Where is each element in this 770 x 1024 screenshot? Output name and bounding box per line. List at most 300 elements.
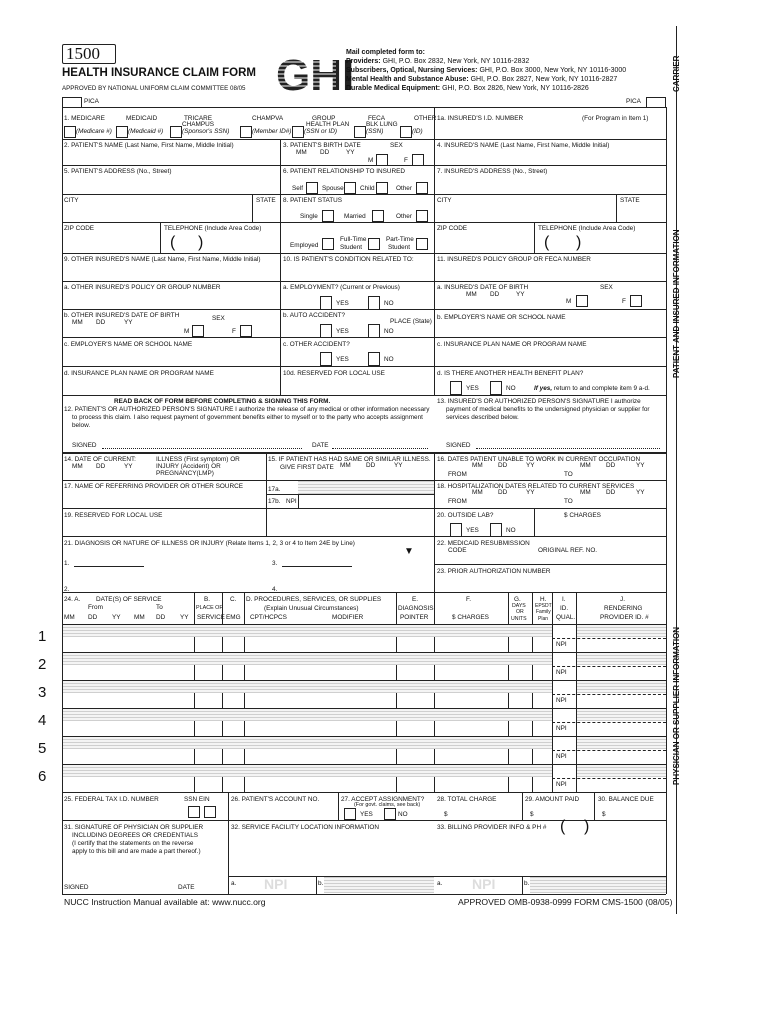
item-1-group: GROUP — [312, 115, 336, 122]
checkbox-10a-no[interactable] — [368, 296, 380, 310]
item-12-line-2: to process this claim. I also request payment of government benefits either to myself or to the party who accepts assignment — [72, 414, 423, 421]
item-27: 27. ACCEPT ASSIGNMENT? — [341, 796, 425, 803]
item-1-feca: FECA — [368, 115, 386, 122]
item-11d-no: NO — [506, 385, 516, 392]
col-24b-place: PLACE OF — [196, 605, 223, 611]
col-24a-dd-to: DD — [156, 614, 166, 621]
diagnosis-4: 4. — [272, 586, 278, 593]
item-33: 33. BILLING PROVIDER INFO & PH # — [437, 824, 547, 831]
insured-phone-open: ( — [544, 234, 550, 251]
item-8-other: Other — [396, 213, 412, 220]
item-16-yy-from: YY — [526, 462, 535, 469]
item-10d: 10d. RESERVED FOR LOCAL USE — [283, 370, 385, 377]
checkbox-10c-no[interactable] — [368, 352, 380, 366]
col-24d-modifier: MODIFIER — [332, 614, 364, 621]
item-9c: c. EMPLOYER'S NAME OR SCHOOL NAME — [64, 341, 193, 348]
item-20: 20. OUTSIDE LAB? — [437, 512, 494, 519]
item-11a-mm: MM — [466, 291, 477, 298]
service-line-shaded — [577, 625, 666, 637]
item-15-dd: DD — [366, 462, 376, 469]
patient-phone-open: ( — [170, 234, 176, 251]
checkbox-10b-no[interactable] — [368, 324, 380, 338]
col-24h-plan: Plan — [538, 616, 549, 622]
col-24a-yy-to: YY — [180, 614, 189, 621]
item-30: 30. BALANCE DUE — [598, 796, 654, 803]
service-line-npi: NPI — [556, 753, 567, 760]
item-1-champus: CHAMPUS — [182, 121, 214, 128]
checkbox-25-ein[interactable] — [204, 806, 216, 818]
item-32b-shaded — [324, 877, 434, 893]
service-line-number: 1 — [38, 628, 47, 645]
item-15-mm: MM — [340, 462, 351, 469]
col-24h-epsdt: EPSDT — [535, 603, 552, 609]
form-title: HEALTH INSURANCE CLAIM FORM — [62, 67, 256, 79]
item-10b: b. AUTO ACCIDENT? — [283, 312, 346, 319]
diagnosis-2: 2. — [64, 586, 70, 593]
item-15-first-date: GIVE FIRST DATE — [280, 464, 334, 471]
item-1-tricare: TRICARE — [184, 115, 213, 122]
col-24g: G. — [514, 596, 521, 603]
mail-line-1: Providers: GHI, P.O. Box 2832, New York, NY 10116-2832 — [346, 58, 530, 65]
item-23: 23. PRIOR AUTHORIZATION NUMBER — [437, 568, 551, 575]
col-24a-from: From — [88, 604, 103, 611]
col-24h: H. — [540, 596, 547, 603]
item-16: 16. DATES PATIENT UNABLE TO WORK IN CURRENT OCCUPATION — [437, 456, 641, 463]
item-12-line-1: 12. PATIENT'S OR AUTHORIZED PERSON'S SIGNATURE I authorize the release of any medical or other information necessary — [64, 406, 430, 413]
service-line-number: 2 — [38, 656, 47, 673]
item-14-illness: ILLNESS (First symptom) OR — [156, 456, 240, 463]
service-line-shaded — [63, 625, 552, 637]
item-1-ssn-or-id: (SSN or ID) — [304, 128, 338, 135]
col-24f: F. — [466, 596, 471, 603]
approved-line: APPROVED BY NATIONAL UNIFORM CLAIM COMMITTEE 08/05 — [62, 85, 246, 92]
service-line-shaded — [63, 653, 552, 665]
col-24a-to: To — [156, 604, 163, 611]
item-14-yy: YY — [124, 463, 133, 470]
checkbox-8-married[interactable] — [372, 210, 384, 222]
item-1-champva: CHAMPVA — [252, 115, 284, 122]
item-31-line-3: (I certify that the statements on the reverse — [72, 840, 194, 847]
item-8-employed: Employed — [290, 242, 319, 249]
item-31-line-1: 31. SIGNATURE OF PHYSICIAN OR SUPPLIER — [64, 824, 204, 831]
item-10c: c. OTHER ACCIDENT? — [283, 341, 350, 348]
service-line-shaded — [577, 765, 666, 777]
col-24e: E. — [412, 596, 419, 603]
item-9b: b. OTHER INSURED'S DATE OF BIRTH — [64, 312, 180, 319]
item-10a-yes: YES — [336, 300, 349, 307]
item-13-line-2: payment of medical benefits to the undersigned physician or supplier for — [446, 406, 650, 413]
side-patient: PATIENT AND INSURED INFORMATION — [672, 229, 681, 378]
checkbox-6-self[interactable] — [306, 182, 318, 194]
service-line-number: 5 — [38, 740, 47, 757]
item-10c-no: NO — [384, 356, 394, 363]
item-12-date: DATE — [312, 442, 329, 449]
col-24b-service: SERVICE — [197, 614, 225, 621]
item-5: 5. PATIENT'S ADDRESS (No., Street) — [64, 168, 172, 175]
diagnosis-3: 3. — [272, 560, 278, 567]
item-16-dd-from: DD — [498, 462, 508, 469]
item-18: 18. HOSPITALIZATION DATES RELATED TO CURRENT SERVICES — [437, 483, 635, 490]
item-13-line-1: 13. INSURED'S OR AUTHORIZED PERSON'S SIGNATURE I authorize — [437, 398, 641, 405]
item-16-yy-to: YY — [636, 462, 645, 469]
col-24a-yy-from: YY — [112, 614, 121, 621]
item-13-signed: SIGNED — [446, 442, 471, 449]
item-33-phone-open: ( — [560, 818, 566, 835]
item-6: 6. PATIENT RELATIONSHIP TO INSURED — [283, 168, 406, 175]
item-33a: a. — [437, 880, 443, 887]
service-line-shaded — [577, 709, 666, 721]
item-18-mm-to: MM — [580, 489, 591, 496]
item-10a: a. EMPLOYMENT? (Current or Previous) — [283, 284, 400, 291]
item-3-dd: DD — [320, 149, 330, 156]
item-3-yy: YY — [346, 149, 355, 156]
item-12-line-3: below. — [72, 422, 91, 429]
item-12-date-line[interactable] — [332, 448, 428, 449]
item-10b-place: PLACE (State) — [390, 318, 432, 325]
item-32: 32. SERVICE FACILITY LOCATION INFORMATION — [231, 824, 379, 831]
item-9b-dd: DD — [96, 319, 106, 326]
checkbox-27-yes[interactable] — [344, 808, 356, 820]
col-24j-rendering: RENDERING — [604, 605, 643, 612]
item-1-other: OTHER — [414, 115, 437, 122]
read-back: READ BACK OF FORM BEFORE COMPLETING & SIGNING THIS FORM. — [114, 398, 331, 405]
checkbox-3-female[interactable] — [412, 154, 424, 166]
item-27-no: NO — [398, 811, 408, 818]
item-9b-f: F — [232, 328, 236, 335]
col-24e-pointer: POINTER — [400, 614, 429, 621]
col-24i-id: ID. — [560, 605, 569, 612]
item-27-note: (For govt. claims, see back) — [354, 802, 421, 808]
item-3-sex: SEX — [390, 142, 403, 149]
service-line-shaded — [577, 737, 666, 749]
item-3: 3. PATIENT'S BIRTH DATE — [283, 142, 361, 149]
checkbox-8-other[interactable] — [416, 210, 428, 222]
checkbox-6-other[interactable] — [416, 182, 428, 194]
item-22: 22. MEDICAID RESUBMISSION — [437, 540, 530, 547]
item-17: 17. NAME OF REFERRING PROVIDER OR OTHER SOURCE — [64, 483, 243, 490]
item-11d-yes: YES — [466, 385, 479, 392]
item-1-ssn: (SSN) — [366, 128, 384, 135]
checkbox-feca[interactable] — [354, 126, 366, 138]
item-28-dollar: $ — [444, 811, 448, 818]
svg-text:GHI: GHI — [276, 51, 355, 100]
checkbox-27-no[interactable] — [384, 808, 396, 820]
item-9d: d. INSURANCE PLAN NAME OR PROGRAM NAME — [64, 370, 214, 377]
item-17a: 17a. — [268, 486, 281, 493]
item-7: 7. INSURED'S ADDRESS (No., Street) — [437, 168, 548, 175]
checkbox-8-parttime[interactable] — [416, 238, 428, 250]
item-18-dd-to: DD — [606, 489, 616, 496]
item-6-child: Child — [360, 185, 375, 192]
item-2: 2. PATIENT'S NAME (Last Name, First Name, Middle Initial) — [64, 142, 234, 149]
checkbox-20-yes[interactable] — [450, 523, 462, 537]
patient-state: STATE — [256, 197, 276, 204]
service-line-npi: NPI — [556, 697, 567, 704]
item-1a-note: (For Program in Item 1) — [582, 115, 649, 122]
side-carrier: CARRIER — [672, 55, 681, 92]
checkbox-6-spouse[interactable] — [344, 182, 356, 194]
checkbox-9b-male[interactable] — [192, 325, 204, 337]
item-16-mm-to: MM — [580, 462, 591, 469]
checkbox-tricare[interactable] — [170, 126, 182, 138]
item-25: 25. FEDERAL TAX I.D. NUMBER — [64, 796, 159, 803]
item-11c: c. INSURANCE PLAN NAME OR PROGRAM NAME — [437, 341, 587, 348]
item-15-yy: YY — [394, 462, 403, 469]
ghi-logo — [276, 50, 355, 100]
checkbox-6-child[interactable] — [376, 182, 388, 194]
item-17a-shaded — [298, 481, 434, 494]
col-24d-explain: (Explain Unusual Circumstances) — [264, 605, 359, 612]
service-line-number: 4 — [38, 712, 47, 729]
item-1-medicaid-num: (Medicaid #) — [128, 128, 164, 135]
form-number: 1500 — [66, 44, 100, 63]
arrow-down-icon: ▼ — [404, 546, 414, 557]
checkbox-3-male[interactable] — [376, 154, 388, 166]
item-18-yy-to: YY — [636, 489, 645, 496]
item-20-charges: $ CHARGES — [564, 512, 601, 519]
checkbox-11d-yes[interactable] — [450, 381, 462, 395]
item-22-code: CODE — [448, 547, 467, 554]
diagnosis-3-line[interactable] — [282, 566, 352, 567]
item-32b: b. — [318, 880, 324, 887]
item-9: 9. OTHER INSURED'S NAME (Last Name, First Name, Middle Initial) — [64, 256, 261, 263]
item-9b-m: M — [184, 328, 190, 335]
item-25-ssn-ein: SSN EIN — [184, 796, 210, 803]
item-21: 21. DIAGNOSIS OR NATURE OF ILLNESS OR INJURY (Relate Items 1, 2, 3 or 4 to Item 24E by Line) — [64, 540, 355, 547]
col-24d-cpt: CPT/HCPCS — [250, 614, 287, 621]
item-32a-npi: NPI — [264, 876, 288, 892]
item-17b: 17b. — [268, 498, 281, 505]
item-3-mm: MM — [296, 149, 307, 156]
patient-phone-close: ) — [198, 234, 204, 251]
insured-city: CITY — [437, 197, 452, 204]
col-24a-mm-to: MM — [134, 614, 145, 621]
item-1-id: (ID) — [412, 128, 423, 135]
item-13-line-3: services described below. — [446, 414, 519, 421]
col-24c: C. — [230, 596, 237, 603]
mail-line-4: Durable Medical Equipment: GHI, P.O. Box 2826, New York, NY 10116-2826 — [346, 85, 589, 92]
item-30-dollar: $ — [602, 811, 606, 818]
col-24a: 24. A. — [64, 596, 81, 603]
col-24j-provider: PROVIDER ID. # — [600, 614, 649, 621]
side-physician: PHYSICIAN OR SUPPLIER INFORMATION — [672, 626, 681, 785]
item-18-mm-from: MM — [472, 489, 483, 496]
item-11d-note: If yes, return to and complete item 9 a-d. — [534, 385, 650, 392]
checkbox-champva[interactable] — [240, 126, 252, 138]
patient-telephone: TELEPHONE (Include Area Code) — [164, 225, 262, 232]
item-33-phone-close: ) — [584, 818, 590, 835]
item-16-dd-to: DD — [606, 462, 616, 469]
mail-line-3: Mental Health and Substance Abuse: GHI, P.O. Box 2827, New York, NY 10116-2827 — [346, 76, 618, 83]
item-18-to: TO — [564, 498, 573, 505]
footer-right: APPROVED OMB-0938-0999 FORM CMS-1500 (08/05) — [458, 897, 673, 907]
item-1-health-plan: HEALTH PLAN — [306, 121, 350, 128]
item-1a: 1a. INSURED'S I.D. NUMBER — [437, 115, 524, 122]
col-24c-emg: EMG — [226, 614, 241, 621]
checkbox-10b-yes[interactable] — [320, 324, 332, 338]
checkbox-8-single[interactable] — [322, 210, 334, 222]
item-16-from: FROM — [448, 471, 467, 478]
checkbox-10a-yes[interactable] — [320, 296, 332, 310]
item-1-medicare-num: (Medicare #) — [76, 128, 112, 135]
checkbox-20-no[interactable] — [490, 523, 502, 537]
checkbox-group[interactable] — [292, 126, 304, 138]
checkbox-25-ssn[interactable] — [188, 806, 200, 818]
item-1-member-id: (Member ID#) — [252, 128, 292, 135]
item-6-spouse: Spouse — [322, 185, 344, 192]
item-11: 11. INSURED'S POLICY GROUP OR FECA NUMBER — [437, 256, 591, 263]
item-10c-yes: YES — [336, 356, 349, 363]
col-24a-mm-from: MM — [64, 614, 75, 621]
item-31-line-4: apply to this bill and are made a part thereof.) — [72, 848, 201, 855]
item-31-date: DATE — [178, 884, 195, 891]
pica-right: PICA — [626, 98, 641, 105]
item-14-mm: MM — [72, 463, 83, 470]
item-10b-yes: YES — [336, 328, 349, 335]
insured-zip: ZIP CODE — [437, 225, 468, 232]
item-17b-npi: NPI — [286, 498, 297, 505]
insured-telephone: TELEPHONE (Include Area Code) — [538, 225, 636, 232]
service-line-npi: NPI — [556, 781, 567, 788]
item-11b: b. EMPLOYER'S NAME OR SCHOOL NAME — [437, 314, 566, 321]
service-line-shaded — [63, 709, 552, 721]
item-14-dd: DD — [96, 463, 106, 470]
diagnosis-1-line[interactable] — [74, 566, 144, 567]
patient-city: CITY — [64, 197, 79, 204]
diagnosis-4-line[interactable] — [282, 592, 352, 593]
col-24i: I. — [562, 596, 566, 603]
service-line-shaded — [577, 681, 666, 693]
col-24f-charges: $ CHARGES — [452, 614, 489, 621]
checkbox-11a-male[interactable] — [576, 295, 588, 307]
item-33b-shaded — [530, 877, 666, 893]
item-12-signed: SIGNED — [72, 442, 97, 449]
patient-zip: ZIP CODE — [64, 225, 95, 232]
item-14: 14. DATE OF CURRENT: — [64, 456, 136, 463]
item-9a: a. OTHER INSURED'S POLICY OR GROUP NUMBER — [64, 284, 221, 291]
item-11d: d. IS THERE ANOTHER HEALTH BENEFIT PLAN? — [437, 370, 584, 377]
item-32a: a. — [231, 880, 237, 887]
item-27-yes: YES — [360, 811, 373, 818]
item-26: 26. PATIENT'S ACCOUNT NO. — [231, 796, 320, 803]
item-11a-dd: DD — [490, 291, 500, 298]
item-31-line-2: INCLUDING DEGREES OR CREDENTIALS — [72, 832, 199, 839]
item-1-medicaid: MEDICAID — [126, 115, 158, 122]
item-6-self: Self — [292, 185, 304, 192]
item-1-sponsor-ssn: (Sponsor's SSN) — [182, 128, 230, 135]
item-28: 28. TOTAL CHARGE — [437, 796, 497, 803]
insured-state: STATE — [620, 197, 640, 204]
checkbox-11d-no[interactable] — [490, 381, 502, 395]
item-33b: b. — [524, 880, 530, 887]
service-line-number: 6 — [38, 768, 47, 785]
col-24b: B. — [204, 596, 211, 603]
service-line-shaded — [63, 765, 552, 777]
item-16-mm-from: MM — [472, 462, 483, 469]
item-11a-sex: SEX — [600, 284, 613, 291]
col-24h-family: Family — [536, 609, 551, 615]
item-19: 19. RESERVED FOR LOCAL USE — [64, 512, 163, 519]
col-24a-dates: DATE(S) OF SERVICE — [96, 596, 162, 603]
item-14-pregnancy: PREGNANCY(LMP) — [156, 470, 214, 477]
item-31-signed: SIGNED — [64, 884, 89, 891]
item-11a-m: M — [566, 298, 572, 305]
item-1-medicare: 1. MEDICARE — [64, 115, 105, 122]
item-1-blk-lung: BLK LUNG — [366, 121, 398, 128]
item-13-signature-line[interactable] — [476, 448, 660, 449]
item-8-single: Single — [300, 213, 318, 220]
mail-title: Mail completed form to: — [346, 49, 425, 56]
col-24i-qual: QUAL. — [556, 614, 576, 621]
checkbox-11a-female[interactable] — [630, 295, 642, 307]
item-8-fulltime: Full-Time — [340, 236, 367, 243]
item-11a: a. INSURED'S DATE OF BIRTH — [437, 284, 529, 291]
item-4: 4. INSURED'S NAME (Last Name, First Name, Middle Initial) — [437, 142, 610, 149]
item-3-f: F — [404, 157, 408, 164]
item-33a-npi: NPI — [472, 876, 496, 892]
footer-left: NUCC Instruction Manual available at: www.nucc.org — [64, 897, 266, 907]
service-line-shaded — [63, 681, 552, 693]
item-11a-f: F — [622, 298, 626, 305]
checkbox-medicare[interactable] — [64, 126, 76, 138]
item-8-fulltime-student: Student — [340, 244, 363, 251]
diagnosis-1: 1. — [64, 560, 70, 567]
checkbox-medicaid[interactable] — [116, 126, 128, 138]
item-16-to: TO — [564, 471, 573, 478]
item-9b-yy: YY — [124, 319, 133, 326]
item-10: 10. IS PATIENT'S CONDITION RELATED TO: — [283, 256, 414, 263]
item-6-other: Other — [396, 185, 412, 192]
item-20-yes: YES — [466, 527, 479, 534]
item-18-dd-from: DD — [498, 489, 508, 496]
item-15: 15. IF PATIENT HAS HAD SAME OR SIMILAR ILLNESS. — [268, 456, 431, 463]
checkbox-9b-female[interactable] — [240, 325, 252, 337]
col-24g-units: UNITS — [511, 616, 527, 622]
service-line-number: 3 — [38, 684, 47, 701]
item-8-parttime-student: Student — [388, 244, 411, 251]
item-29: 29. AMOUNT PAID — [525, 796, 580, 803]
diagnosis-2-line[interactable] — [74, 592, 144, 593]
col-24a-dd-from: DD — [88, 614, 98, 621]
item-10b-no: NO — [384, 328, 394, 335]
service-line-npi: NPI — [556, 669, 567, 676]
mail-line-2: Subscribers, Optical, Nursing Services: GHI, P.O. Box 3000, New York, NY 10116-3000 — [346, 67, 627, 74]
insured-phone-close: ) — [576, 234, 582, 251]
pica-left: PICA — [84, 98, 99, 105]
service-line-shaded — [577, 653, 666, 665]
checkbox-8-fulltime[interactable] — [368, 238, 380, 250]
item-11a-yy: YY — [516, 291, 525, 298]
item-3-m: M — [368, 157, 374, 164]
checkbox-other[interactable] — [400, 126, 412, 138]
col-24e-diag: DIAGNOSIS — [398, 605, 434, 612]
item-22-orig-ref: ORIGINAL REF. NO. — [538, 547, 598, 554]
item-9b-sex: SEX — [212, 315, 225, 322]
col-24g-or: OR — [516, 609, 524, 615]
col-24g-days: DAYS — [512, 603, 526, 609]
col-24j: J. — [620, 596, 625, 603]
item-14-injury: INJURY (Accident) OR — [156, 463, 221, 470]
item-9b-mm: MM — [72, 319, 83, 326]
item-12-signature-line[interactable] — [102, 448, 302, 449]
col-24d: D. PROCEDURES, SERVICES, OR SUPPLIES — [246, 596, 382, 603]
checkbox-10c-yes[interactable] — [320, 352, 332, 366]
checkbox-8-employed[interactable] — [322, 238, 334, 250]
service-line-npi: NPI — [556, 641, 567, 648]
item-8-married: Married — [344, 213, 366, 220]
item-18-yy-from: YY — [526, 489, 535, 496]
service-line-shaded — [63, 737, 552, 749]
